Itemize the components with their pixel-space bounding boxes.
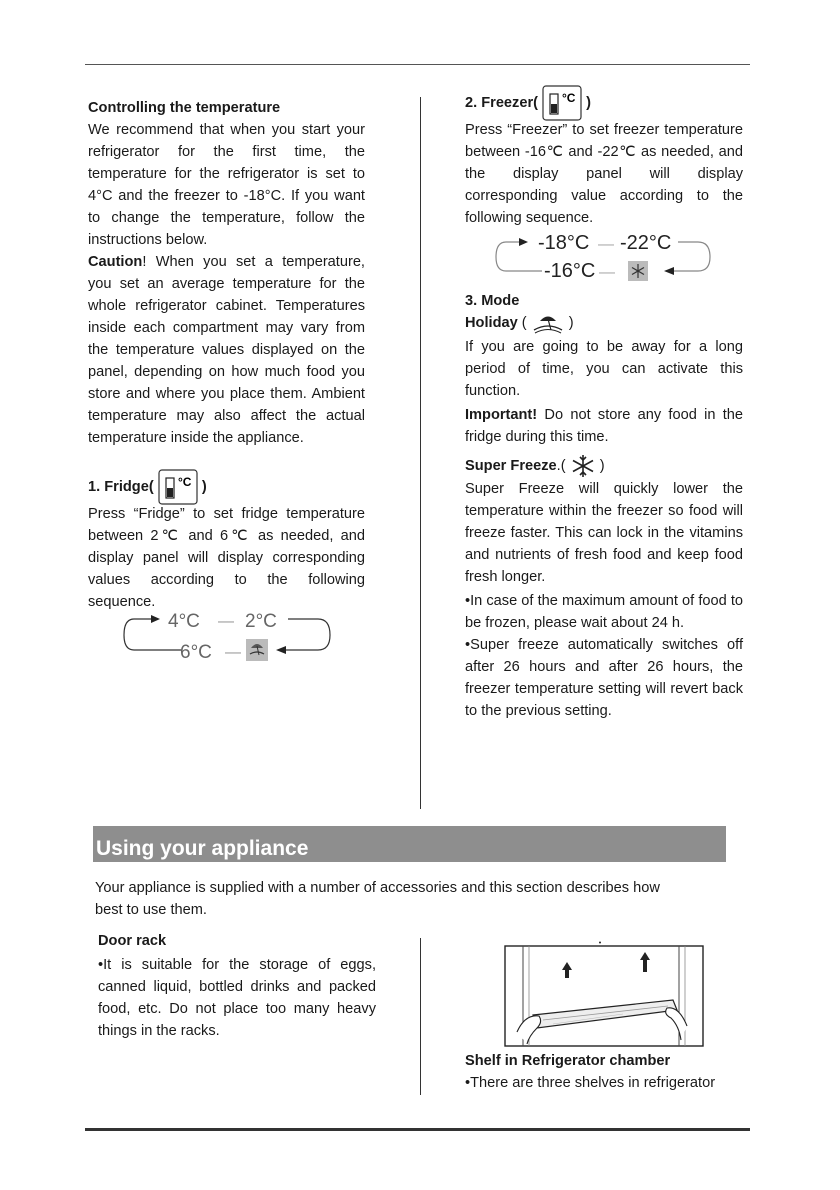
right-column-lower bbox=[465, 290, 743, 722]
fridge-title-text: 1. Fridge( bbox=[88, 478, 154, 495]
superfreeze-label: Super Freeze bbox=[465, 458, 557, 474]
section-intro bbox=[95, 877, 715, 921]
superfreeze-paragraph: Super Freeze will quickly lower the temperature within the freezer so food will freeze faster. This can lock in the vitamins and nutrients of fresh food and keep food fresh longer. bbox=[465, 481, 743, 586]
shelf-title: Shelf in Refrigerator chamber bbox=[465, 1053, 671, 1069]
section-intro-line-1: Your appliance is supplied with a number of accessories and this section describes how bbox=[95, 880, 660, 896]
fridge-seq-dash1: — bbox=[218, 613, 234, 630]
holiday-line bbox=[465, 312, 743, 334]
fridge-paragraph: Press “Fridge” to set fridge temperature between 2℃ and 6℃ as needed, and display panel will display corresponding values according to the following sequence. bbox=[88, 506, 365, 610]
freezer-seq-dash1: — bbox=[598, 236, 614, 253]
icon-unit-label: °C bbox=[177, 475, 192, 489]
holiday-paragraph: If you are going to be away for a long period of time, you can activate this function. bbox=[465, 339, 743, 400]
caution-label: Caution bbox=[88, 254, 143, 270]
freezer-title-text: 2. Freezer( bbox=[465, 94, 539, 111]
holiday-icon-box bbox=[246, 639, 268, 661]
superfreeze-bullet-1: •In case of the maximum amount of food to be frozen, please wait about 24 h. bbox=[465, 593, 743, 632]
fridge-sequence-diagram bbox=[120, 606, 335, 666]
door-rack-paragraph: •It is suitable for the storage of eggs, canned liquid, bottled drinks and packed food, etc. Do not place too many heavy things in the racks. bbox=[98, 957, 376, 1039]
icon-unit-label: °C bbox=[562, 91, 576, 105]
important-text: Do not store any food in the fridge during this time. bbox=[465, 407, 743, 446]
caution-paragraph bbox=[88, 251, 365, 449]
top-rule bbox=[85, 64, 750, 65]
mode-title: 3. Mode bbox=[465, 293, 520, 309]
important-label: Important! bbox=[465, 407, 538, 424]
shelf-paragraph: •There are three shelves in refrigerator bbox=[465, 1075, 716, 1091]
section-intro-line-2: best to use them. bbox=[95, 902, 207, 918]
holiday-open: ( bbox=[517, 315, 531, 331]
section-banner-title: Using your appliance bbox=[96, 837, 309, 860]
fridge-display-icon bbox=[158, 469, 198, 505]
freezer-display-icon bbox=[542, 85, 582, 121]
holiday-label: Holiday bbox=[465, 315, 518, 331]
important-paragraph bbox=[465, 404, 743, 448]
superfreeze-line bbox=[465, 454, 743, 478]
superfreeze-bullet-2: •Super freeze automatically switches off after 26 hours and after 26 hours, the freezer temperature setting will revert back to the previous setting. bbox=[465, 637, 743, 720]
fridge-seq-2c: 2°C bbox=[245, 611, 277, 632]
fridge-title-close: ) bbox=[201, 478, 207, 495]
freezer-seq-dash2: — bbox=[599, 264, 615, 281]
freezer-sequence-diagram bbox=[492, 229, 714, 287]
freezer-paragraph: Press “Freezer” to set freezer temperature between -16℃ and -22℃ as needed, and the display panel will display corresponding value according to the following sequence. bbox=[465, 122, 743, 226]
door-rack-title: Door rack bbox=[98, 933, 167, 949]
bottom-rule bbox=[85, 1128, 750, 1131]
shelf-illustration bbox=[503, 940, 705, 1048]
superfreeze-snowflake-icon bbox=[570, 454, 596, 478]
superfreeze-open: .( bbox=[556, 458, 570, 474]
superfreeze-close: ) bbox=[595, 458, 605, 474]
freezer-title bbox=[465, 85, 743, 119]
freezer-title-close: ) bbox=[586, 94, 592, 111]
fridge-seq-6c: 6°C bbox=[180, 642, 212, 663]
section-banner bbox=[93, 826, 726, 862]
holiday-icon bbox=[531, 312, 565, 334]
freezer-seq-22: -22°C bbox=[620, 232, 672, 254]
right-column bbox=[465, 85, 743, 229]
fridge-seq-4c: 4°C bbox=[168, 611, 200, 632]
door-rack-block bbox=[98, 930, 376, 1042]
column-divider-lower bbox=[420, 938, 421, 1095]
fridge-title bbox=[88, 469, 365, 503]
intro-paragraph: We recommend that when you start your refrigerator for the first time, the temperature for the refrigerator is set to 4°C and the freezer to -18°C. If you want to change the temperature, follow the instructions below. bbox=[88, 122, 365, 248]
shelf-block bbox=[465, 1050, 743, 1094]
freezer-seq-18: -18°C bbox=[538, 232, 590, 254]
column-divider bbox=[420, 97, 421, 809]
holiday-close: ) bbox=[564, 315, 574, 331]
left-column bbox=[88, 97, 365, 613]
section-heading: Controlling the temperature bbox=[88, 100, 281, 116]
freezer-seq-16: -16°C bbox=[544, 260, 596, 282]
fridge-seq-dash2: — bbox=[225, 644, 241, 661]
caution-text: ! When you set a temperature, you set an average temperature for the whole refrigerator cabinet. Temperatures inside each compartment may vary from the temperature values displayed on the panel, depending on how much food you store and where you place them. Ambient temperature may also affect the actual temperature inside the appliance. bbox=[88, 254, 365, 446]
